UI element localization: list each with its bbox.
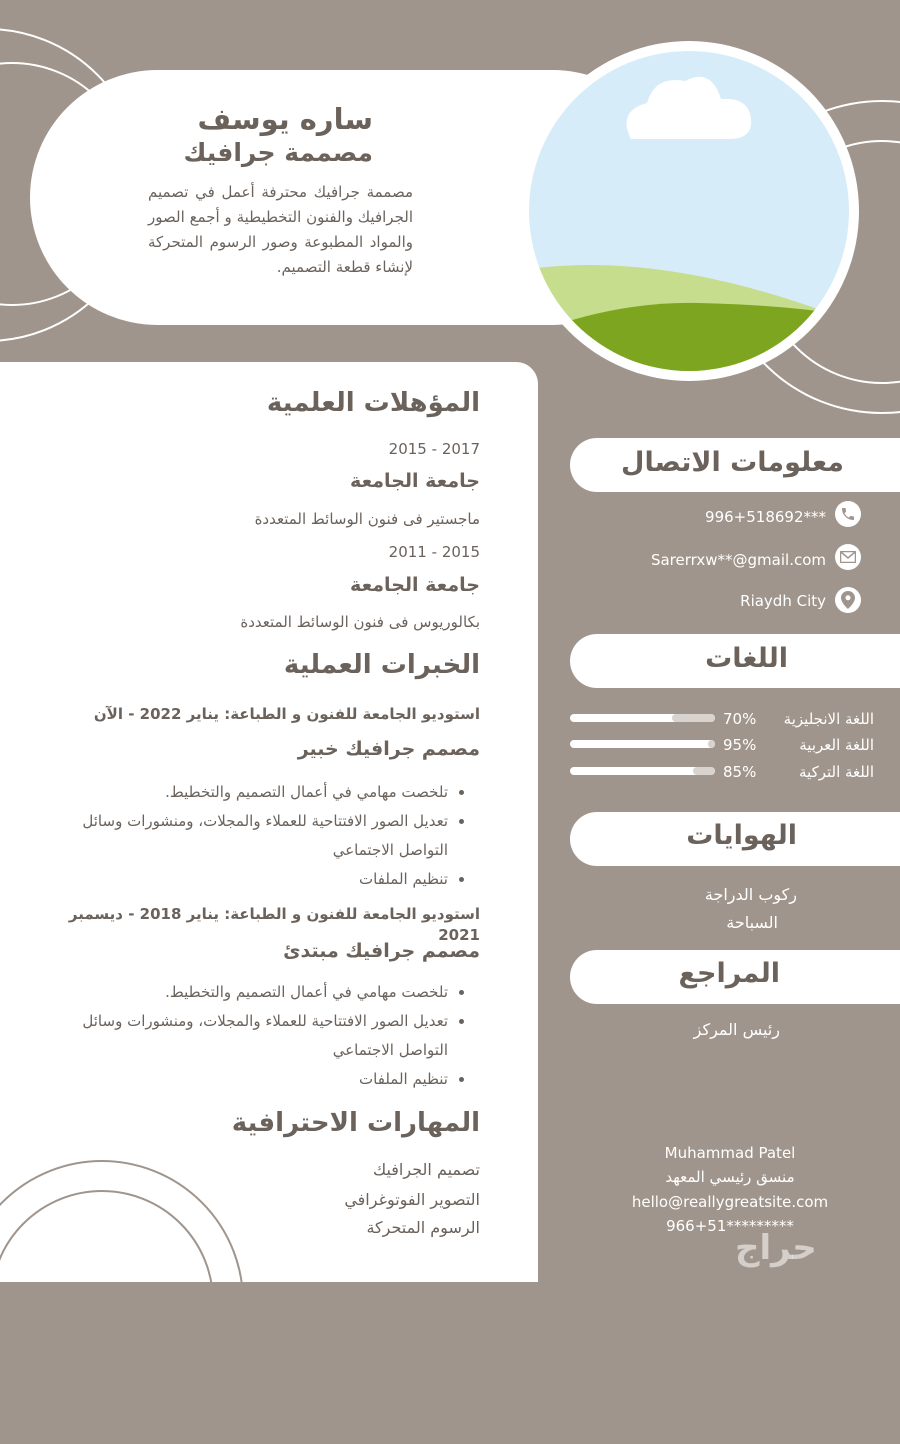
list-item: • تنظيم الملفات	[48, 1065, 448, 1094]
language-percent: 95%	[723, 736, 757, 754]
list-item: • تعديل الصور الافتتاحية للعملاء والمجلات، ومنشورات وسائل التواصل الاجتماعي	[48, 1007, 448, 1065]
education-school: جامعة الجامعة	[350, 470, 480, 492]
language-name: اللغة التركية	[799, 763, 874, 781]
location-pin-icon	[835, 587, 861, 613]
bio-text: مصممة جرافيك محترفة أعمل في تصميم الجرافيك والفنون التخطيطية و أجمع الصور والمواد المطبوعة وصور الرسوم المتحركة لإنشاء قطعة التصميم.	[148, 183, 413, 276]
reference-title: منسق رئيسي المعهد	[665, 1168, 795, 1186]
job-task-list	[48, 978, 470, 1094]
skill-item: تصميم الجرافيك	[372, 1160, 480, 1179]
job-role: مصمم جرافيك خبير	[297, 738, 480, 760]
education-degree: بكالوريوس فى فنون الوسائط المتعددة	[240, 613, 480, 631]
language-level-bar	[570, 740, 715, 748]
reference-name: Muhammad Patel	[664, 1144, 796, 1162]
skill-item: الرسوم المتحركة	[366, 1218, 480, 1237]
job-title: مصممة جرافيك	[183, 138, 373, 167]
education-years: 2015 - 2011	[388, 543, 480, 561]
skills-title: المهارات الاحترافية	[231, 1108, 480, 1138]
list-item: • تنظيم الملفات	[48, 865, 448, 894]
education-title: المؤهلات العلمية	[266, 388, 480, 418]
language-percent: 85%	[723, 763, 757, 781]
email-value: Sarerrxw**@gmail.com	[650, 551, 826, 569]
language-level-bar	[570, 714, 715, 722]
name-heading: ساره يوسف	[197, 102, 373, 136]
languages-title: اللغات	[705, 643, 788, 674]
job-task-list	[48, 778, 470, 894]
phone-value: 996+518692***	[705, 508, 826, 526]
phone-icon	[835, 501, 861, 527]
language-level-bar	[570, 767, 715, 775]
reference-phone: 966+51*********	[666, 1217, 794, 1235]
education-degree: ماجستير فى فنون الوسائط المتعددة	[254, 510, 480, 528]
list-item: • تعديل الصور الافتتاحية للعملاء والمجلات، ومنشورات وسائل التواصل الاجتماعي	[48, 807, 448, 865]
language-name: اللغة الانجليزية	[783, 710, 874, 728]
references-title: المراجع	[678, 958, 780, 989]
education-school: جامعة الجامعة	[350, 574, 480, 596]
reference-role: رئيس المركز	[693, 1020, 780, 1039]
decorative-circle	[0, 1190, 214, 1414]
watermark: حراج	[735, 1228, 817, 1268]
reference-email: hello@reallygreatsite.com	[631, 1193, 829, 1211]
experience-title: الخبرات العملية	[283, 650, 480, 680]
job-company: استوديو الجامعة للفنون و الطباعة: يناير 2022 - الآن	[93, 705, 480, 723]
education-years: 2017 - 2015	[388, 440, 480, 458]
hobby-item: السباحة	[726, 913, 778, 932]
job-role: مصمم جرافيك مبتدئ	[283, 940, 480, 962]
hobbies-title: الهوايات	[686, 820, 797, 851]
mail-icon	[835, 544, 861, 570]
profile-photo	[519, 41, 859, 381]
list-item: • تلخصت مهامي في أعمال التصميم والتخطيط.	[48, 978, 448, 1007]
hobby-item: ركوب الدراجة	[704, 885, 797, 904]
location-value: Riaydh City	[740, 592, 826, 610]
contact-title: معلومات الاتصال	[621, 447, 844, 478]
skill-item: التصوير الفوتوغرافي	[344, 1190, 480, 1209]
list-item: • تلخصت مهامي في أعمال التصميم والتخطيط.	[48, 778, 448, 807]
language-percent: 70%	[723, 710, 757, 728]
job-company: استوديو الجامعة للفنون و الطباعة: يناير 2018 - ديسمبر 2021	[68, 905, 480, 944]
language-name: اللغة العربية	[799, 736, 874, 754]
